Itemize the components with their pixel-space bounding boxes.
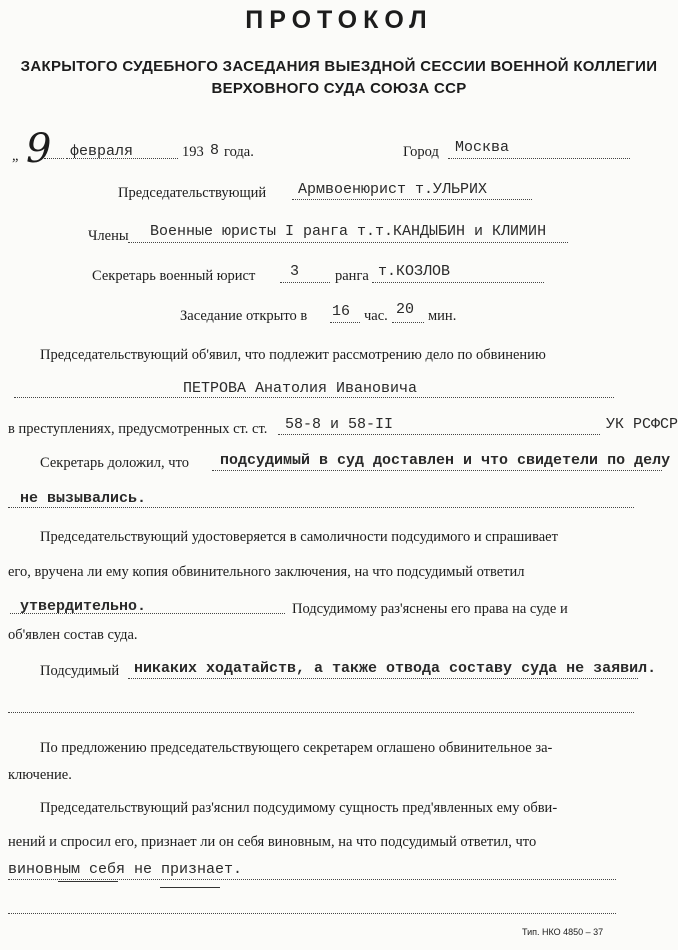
paragraph-6-line2: нений и спросил его, признает ли он себя виновным, на что подсудимый ответил, что	[8, 834, 537, 850]
articles-value: 58-8 и 58-II	[285, 416, 394, 433]
opened-hour: 16	[332, 303, 351, 320]
rank-label: ранга	[335, 268, 369, 284]
minute-label: мин.	[428, 308, 457, 324]
city-label: Город	[403, 144, 439, 160]
paragraph-3-line4: об'явлен состав суда.	[8, 627, 138, 643]
defendant-name: ПЕТРОВА Анатолия Ивановича	[183, 380, 418, 397]
paragraph-6-line1: Председательствующий раз'яснил подсудимому сущность пред'явленных ему обви-	[40, 800, 558, 816]
year-prefix: 193	[182, 144, 204, 160]
paragraph-3-line2: его, вручена ли ему копия обвинительного заключения, на что подсудимый ответил	[8, 564, 525, 580]
chair-value: Армвоенюрист т.УЛЬРИХ	[298, 181, 488, 198]
paragraph-3-answer: утвердительно.	[20, 598, 147, 615]
secretary-report-2: не вызывались.	[20, 490, 147, 507]
paragraph-5-line2: ключение.	[8, 767, 72, 783]
criminal-code: УК РСФСР	[606, 416, 678, 433]
secretary-report-1: подсудимый в суд доставлен и что свидетели по делу	[220, 452, 671, 469]
document-subtitle-line1: ЗАКРЫТОГО СУДЕБНОГО ЗАСЕДАНИЯ ВЫЕЗДНОЙ СЕССИИ ВОЕННОЙ КОЛЛЕГИИ	[20, 58, 658, 75]
date-quote: „	[12, 148, 19, 164]
date-month: февраля	[70, 143, 134, 160]
document-subtitle-line2: ВЕРХОВНОГО СУДА СОЮЗА ССР	[211, 80, 467, 97]
secretary-rank: 3	[290, 263, 300, 280]
chair-label: Председательствующий	[118, 185, 267, 201]
year-label: года.	[224, 144, 254, 160]
secretary-report-label: Секретарь доложил, что	[40, 455, 189, 471]
year-suffix: 8	[210, 142, 220, 159]
paragraph-3-line1: Председательствующий удостоверяется в самоличности подсудимого и спрашивает	[40, 529, 558, 545]
city-value: Москва	[455, 139, 510, 156]
members-label: Члены	[88, 228, 129, 244]
petition-value: никаких ходатайств, а также отвода составу суда не заявил.	[134, 660, 657, 677]
secretary-label: Секретарь военный юрист	[92, 268, 256, 284]
members-value: Военные юристы I ранга т.т.КАНДЫБИН и КЛИМИН	[150, 223, 547, 240]
secretary-value: т.КОЗЛОВ	[378, 263, 451, 280]
charges-label: в преступлениях, предусмотренных ст. ст.	[8, 421, 268, 437]
print-mark: Тип. НКО 4850 – 37	[522, 927, 604, 937]
hour-label: час.	[364, 308, 388, 324]
document-title: ПРОТОКОЛ	[245, 6, 433, 34]
opened-label: Заседание открыто в	[180, 308, 308, 324]
paragraph-3-line3: Подсудимому раз'яснены его права на суде и	[292, 601, 568, 617]
paragraph-5-line1: По предложению председательствующего секретарем оглашено обвинительное за-	[40, 740, 553, 756]
plea-value: виновным себя не признает.	[8, 861, 243, 878]
opened-minute: 20	[396, 301, 415, 318]
paragraph-1: Председательствующий об'явил, что подлежит рассмотрению дело по обвинению	[40, 347, 546, 363]
date-day: 9	[26, 126, 52, 172]
petition-label: Подсудимый	[40, 663, 120, 679]
